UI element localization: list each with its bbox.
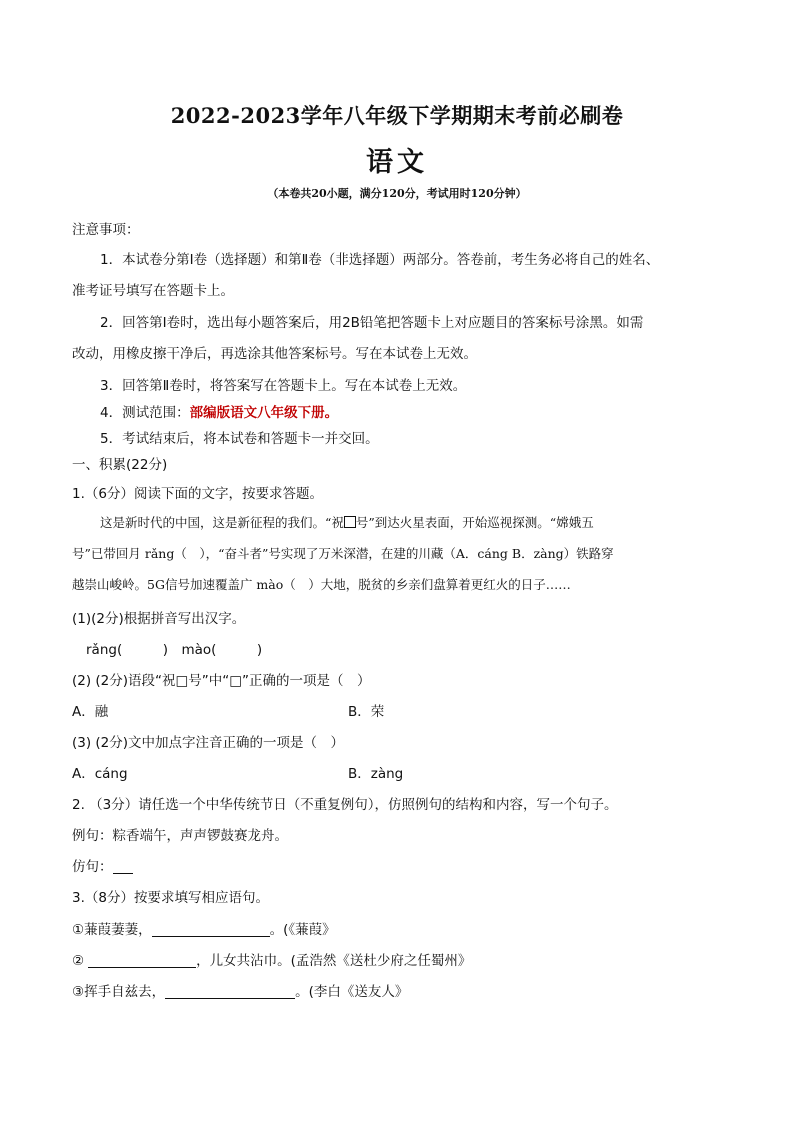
q3-item-3-b: 。(李白《送友人》 [295,984,409,1000]
q1-sub-3-option-a: A．cáng [72,766,128,782]
note-2-line-2: 改动，用橡皮擦干净后，再选涂其他答案标号。写在本试卷上无效。 [72,346,477,362]
q3-item-1-blank [152,922,270,937]
q1-stem: 1.（6分）阅读下面的文字，按要求答题。 [72,486,323,502]
q2-answer-blank [113,859,133,874]
note-1-line-2: 准考证号填写在答题卡上。 [72,283,234,299]
q1-sub-3-option-b: B．zàng [348,766,404,782]
q1-passage-line-1-b: 号”到达火星表面，开始巡视探测。“嫦娥五 [355,515,594,530]
q3-item-3-blank [165,984,295,999]
note-1-line-1: 1．本试卷分第Ⅰ卷（选择题）和第Ⅱ卷（非选择题）两部分。答卷前，考生务必将自己的姓名、 [100,252,660,268]
note-3: 3．回答第Ⅱ卷时，将答案写在答题卡上。写在本试卷上无效。 [100,378,467,394]
q3-item-2-blank [88,953,196,968]
q1-sub-3: (3) (2分)文中加点字注音正确的一项是（ ） [72,735,345,751]
q1-sub-1-answer: rǎng( ) mào( ) [86,642,263,658]
section-1-heading: 一、积累(22分) [72,457,168,473]
q2-imitate-label: 仿句： [72,859,113,875]
exam-title: 2022-2023学年八年级下学期期末考前必刷卷 [170,103,624,128]
note-4 [100,401,338,421]
q2-imitate [72,855,133,875]
q3-stem: 3.（8分）按要求填写相应语句。 [72,890,269,906]
q3-item-2-a: ② [72,953,85,969]
q1-passage-line-3: 越崇山峻岭。5G信号加速覆盖广 mào（ ）大地，脱贫的乡亲们盘算着更红火的日子…… [72,577,571,592]
q1-passage-line-1-a: 这是新时代的中国，这是新征程的我们。“祝 [100,515,344,530]
q3-item-2-b: ，儿女共沾巾。(孟浩然《送杜少府之任蜀州》 [196,953,472,969]
q3-item-3-a: ③挥手自兹去， [72,984,166,1000]
exam-meta: （本卷共20小题，满分120分，考试用时120分钟） [267,187,527,200]
q1-sub-2-option-b: B．荣 [348,704,385,720]
q1-passage-line-2: 号”已带回月 rǎng（ ），“奋斗者”号实现了万米深潜，在建的川藏（A．cáng B．zàng）铁路穿 [72,546,614,561]
q1-sub-1: (1)(2分)根据拼音写出汉字。 [72,611,246,627]
q3-item-2 [72,949,471,969]
exam-subject: 语文 [366,147,428,178]
note-4-range: 部编版语文八年级下册。 [189,405,339,421]
blank-box-icon [344,516,356,528]
q3-item-1-a: ①蒹葭萋萋， [72,922,152,938]
q3-item-1 [72,918,336,938]
q3-item-1-b: 。(《蒹葭》 [269,922,336,938]
note-5: 5．考试结束后，将本试卷和答题卡一并交回。 [100,431,379,447]
q1-passage-line-1 [100,513,594,531]
q3-item-3 [72,980,408,1000]
q2-stem: 2. （3分）请任选一个中华传统节日（不重复例句），仿照例句的结构和内容，写一个句子。 [72,797,618,813]
q2-example: 例句：粽香端午，声声锣鼓赛龙舟。 [72,828,288,844]
q1-sub-2: (2) (2分)语段“祝□号”中“□”正确的一项是（ ） [72,673,371,689]
note-4-prefix: 4．测试范围： [100,405,190,421]
notes-heading: 注意事项： [72,222,140,238]
q1-sub-2-option-a: A．融 [72,704,109,720]
note-2-line-1: 2．回答第Ⅰ卷时，选出每小题答案后，用2B铅笔把答题卡上对应题目的答案标号涂黑。如需 [100,315,644,331]
